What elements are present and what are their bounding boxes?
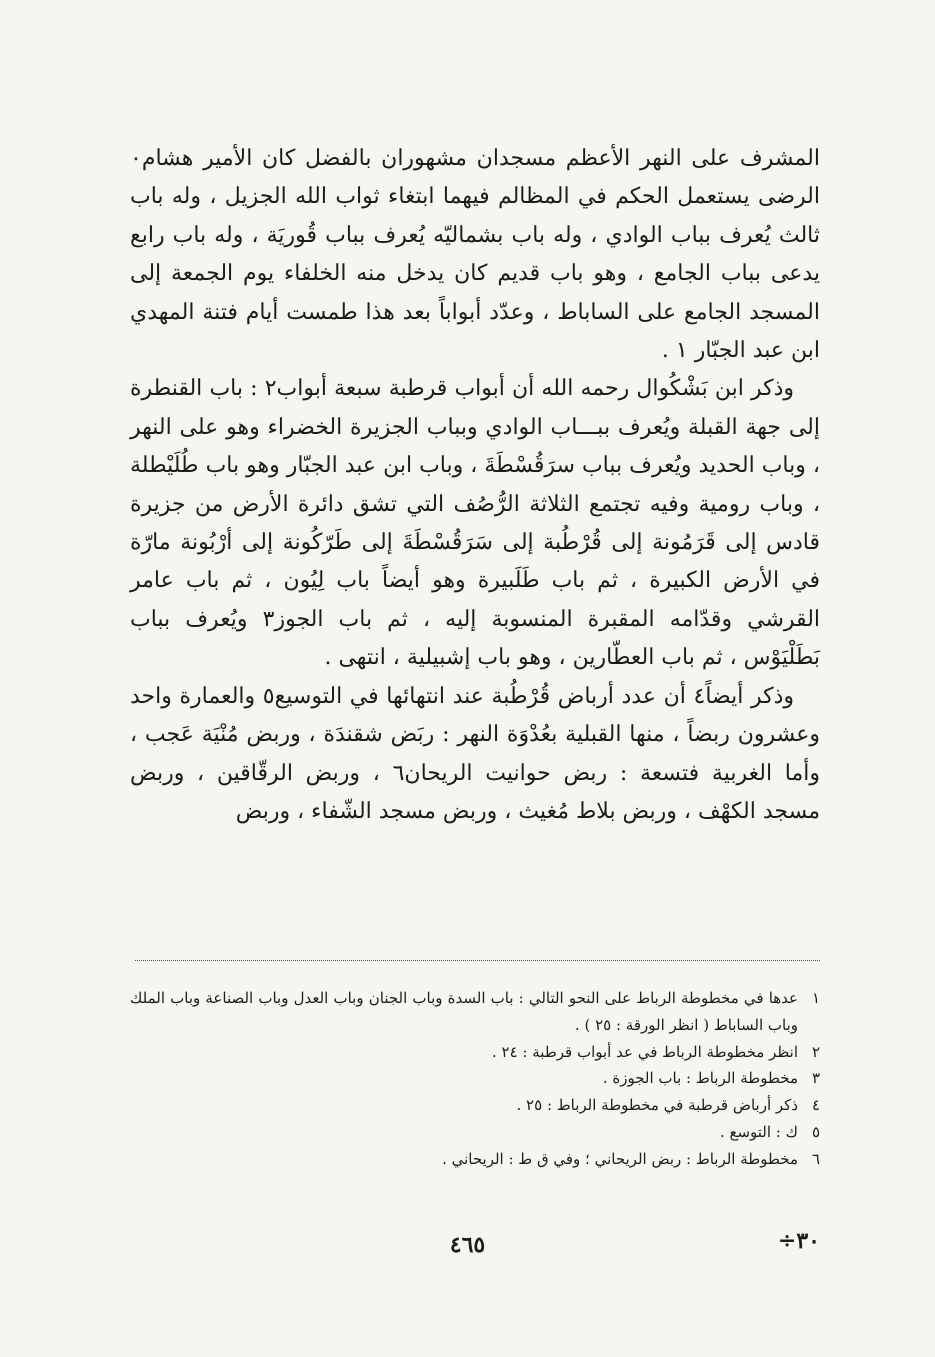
footnote-2 — [130, 1039, 820, 1066]
footnote-number: ٢ — [811, 1042, 820, 1061]
footnote-number: ٤ — [811, 1096, 820, 1115]
paragraph-1: المشرف على النهر الأعظم مسجدان مشهوران بالفضل كان الأمير هشام٠ الرضى يستعمل الحكم في المظالم فيهما ابتغاء ثواب الله الجزيل ، وله باب ثالث يُعرف بباب الوادي ، وله باب بشماليّه يُعرف بباب قُوريَة ، وله باب رابع يدعى بباب الجامع ، وهو باب قديم كان يدخل منه الخلفاء يوم الجمعة إلى المسجد الجامع على الساباط ، وعدّد أبواباً بعد هذا طمست أيام فتنة المهدي ابن عبد الجبّار ١ . — [130, 146, 820, 364]
footnote-number: ٥ — [811, 1122, 820, 1141]
page-number: ٤٦٥ — [449, 1232, 486, 1258]
footnote-number: ٦ — [811, 1149, 820, 1168]
footnote-text: عدها في مخطوطة الرباط على النحو التالي : باب السدة وباب الجنان وباب العدل وباب الصناعة وباب الملك وباب الساباط ( انظر الورقة : ٢٥ ) . — [130, 989, 798, 1034]
footnote-divider — [135, 960, 820, 961]
main-text — [130, 140, 820, 831]
footnotes — [130, 985, 820, 1173]
footnote-text: انظر مخطوطة الرباط في عد أبواب قرطبة : ٢٤ . — [491, 1042, 798, 1061]
footnote-1 — [130, 985, 820, 1039]
footnote-6 — [130, 1146, 820, 1173]
footnote-text: مخطوطة الرباط : باب الجوزة . — [602, 1069, 798, 1088]
footnote-4 — [130, 1092, 820, 1119]
footnote-text: ك : التوسع . — [719, 1122, 798, 1141]
signature-mark: ٣٠÷ — [777, 1228, 820, 1254]
footnote-number: ١ — [811, 989, 820, 1007]
footnote-text: مخطوطة الرباط : ربض الريحاني ؛ وفي ق ط : الريحاني . — [442, 1149, 798, 1168]
footnote-5 — [130, 1119, 820, 1146]
footnote-3 — [130, 1065, 820, 1092]
paragraph-2: وذكر ابن بَشْكُوال رحمه الله أن أبواب قرطبة سبعة أبواب٢ : باب القنطرة إلى جهة القبلة ويُعرف ببـــاب الوادي وبباب الجزيرة الخضراء وهو على النهر ، وباب الحديد ويُعرف بباب سرَقُسْطَةَ ، وباب ابن عبد الجبّار وهو باب طُلَيْطلة ، وباب رومية وفيه تجتمع الثلاثة الرُّصُف التي تشق دائرة الأرض من جزيرة قادس إلى قَرَمُونة إلى قُرْطُبة إلى سَرَقُسْطَةَ إلى طَرّكُونة إلى أرْبُونة مارّة في الأرض الكبيرة ، ثم باب طَلَبيرة وهو أيضاً باب لِيُون ، ثم باب عامر القرشي وقدّامه المقبرة المنسوبة إليه ، ثم باب الجوز٣ ويُعرف بباب بَطَلْيَوْس ، ثم باب العطّارين ، وهو باب إشبيلية ، انتهى . — [130, 376, 821, 671]
footnote-text: ذكر أرباض قرطبة في مخطوطة الرباط : ٢٥ . — [516, 1096, 798, 1115]
paragraph-3: وذكر أيضاً٤ أن عدد أرباض قُرْطُبة عند انتهائها في التوسيع٥ والعمارة واحد وعشرون ربضاً ، منها القبلية بعُدْوَة النهر : ربَض شقندَة ، وربض مُنْيَة عَجب ، وأما الغربية فتسعة : ربض حوانيت الريحان٦ ، وربض الرقّاقين ، وربض مسجد الكهْف ، وربض بلاط مُغيث ، وربض مسجد الشّفاء ، وربض — [130, 683, 821, 824]
footnote-number: ٣ — [811, 1069, 820, 1088]
